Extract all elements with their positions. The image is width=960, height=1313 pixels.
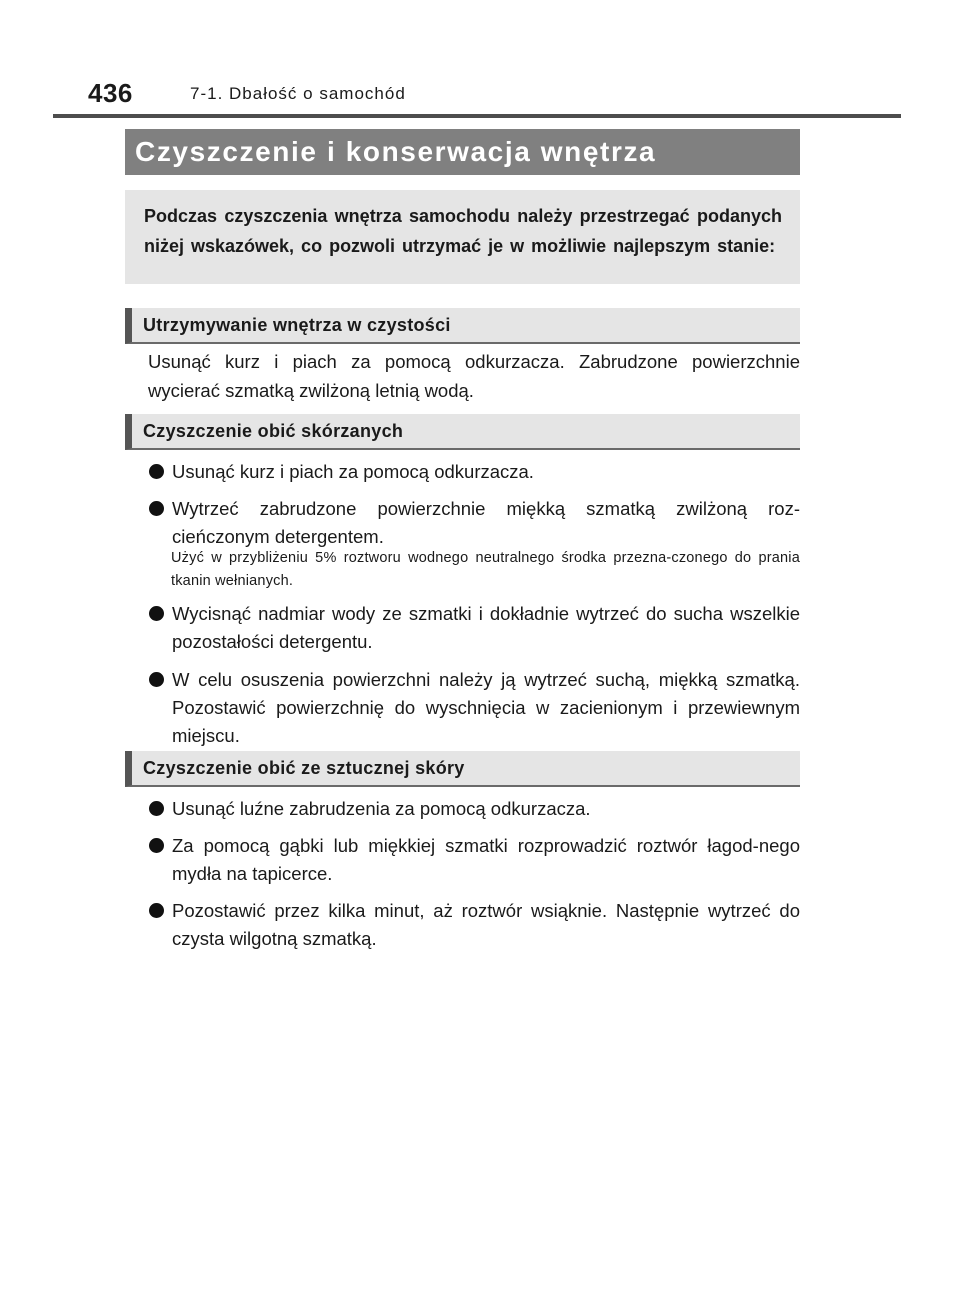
bullet-text: Usunąć luźne zabrudzenia za pomocą odkurzacza. bbox=[172, 798, 591, 819]
header-rule bbox=[53, 114, 901, 118]
main-title: Czyszczenie i konserwacja wnętrza bbox=[135, 136, 657, 167]
page-number: 436 bbox=[88, 78, 133, 108]
artificial-leather-bullet-list bbox=[148, 795, 800, 953]
bullet-text: Wycisnąć nadmiar wody ze szmatki i dokładnie wytrzeć do sucha wszelkie pozostałości detergentu. bbox=[172, 603, 800, 652]
note-text: Użyć w przybliżeniu 5% roztworu wodnego neutralnego środka przezna-czonego do prania tkanin wełnianych. bbox=[171, 550, 800, 589]
bullet-dot-icon bbox=[149, 501, 164, 516]
list-item bbox=[148, 458, 800, 486]
section-title: Czyszczenie obić ze sztucznej skóry bbox=[143, 757, 465, 778]
section-header-artificial-leather bbox=[125, 751, 800, 787]
section-paragraph: Usunąć kurz i piach za pomocą odkurzacza. Zabrudzone powierzchnie wycierać szmatką zwilżoną letnią wodą. bbox=[148, 351, 800, 401]
list-item bbox=[148, 600, 800, 656]
list-item bbox=[148, 897, 800, 953]
bullet-dot-icon bbox=[149, 838, 164, 853]
list-item bbox=[148, 666, 800, 750]
bullet-text: W celu osuszenia powierzchni należy ją wytrzeć suchą, miękką szmatką. Pozostawić powierzchnię do wyschnięcia w zacienionym i przewiewnym miejscu. bbox=[172, 669, 800, 746]
bullet-text: Pozostawić przez kilka minut, aż roztwór wsiąknie. Następnie wytrzeć do czysta wilgotną szmatką. bbox=[172, 900, 800, 949]
main-title-bar bbox=[125, 129, 800, 175]
list-item bbox=[148, 495, 800, 551]
bullet-dot-icon bbox=[149, 606, 164, 621]
list-item bbox=[148, 795, 800, 823]
section-header-cleanliness bbox=[125, 308, 800, 344]
bullet-dot-icon bbox=[149, 672, 164, 687]
page-header bbox=[0, 0, 960, 120]
leather-bullet-list bbox=[148, 458, 800, 551]
list-item bbox=[148, 832, 800, 888]
section-header-leather bbox=[125, 414, 800, 450]
chapter-title: 7-1. Dbałość o samochód bbox=[190, 84, 406, 103]
bullet-dot-icon bbox=[149, 801, 164, 816]
bullet-dot-icon bbox=[149, 464, 164, 479]
section-title: Czyszczenie obić skórzanych bbox=[143, 420, 404, 441]
leather-bullet-list-continued bbox=[148, 600, 800, 750]
intro-text: Podczas czyszczenia wnętrza samochodu należy przestrzegać podanych niżej wskazówek, co pozwoli utrzymać je w możliwie najlepszym stanie: bbox=[144, 206, 782, 256]
intro-box bbox=[125, 190, 800, 284]
bullet-text: Za pomocą gąbki lub miękkiej szmatki rozprowadzić roztwór łagod-nego mydła na tapicerce. bbox=[172, 835, 800, 884]
bullet-text: Usunąć kurz i piach za pomocą odkurzacza. bbox=[172, 461, 534, 482]
bullet-text: Wytrzeć zabrudzone powierzchnie miękką szmatką zwilżoną roz-cieńczonym detergentem. bbox=[172, 498, 800, 547]
bullet-dot-icon bbox=[149, 903, 164, 918]
section-title: Utrzymywanie wnętrza w czystości bbox=[143, 314, 451, 335]
